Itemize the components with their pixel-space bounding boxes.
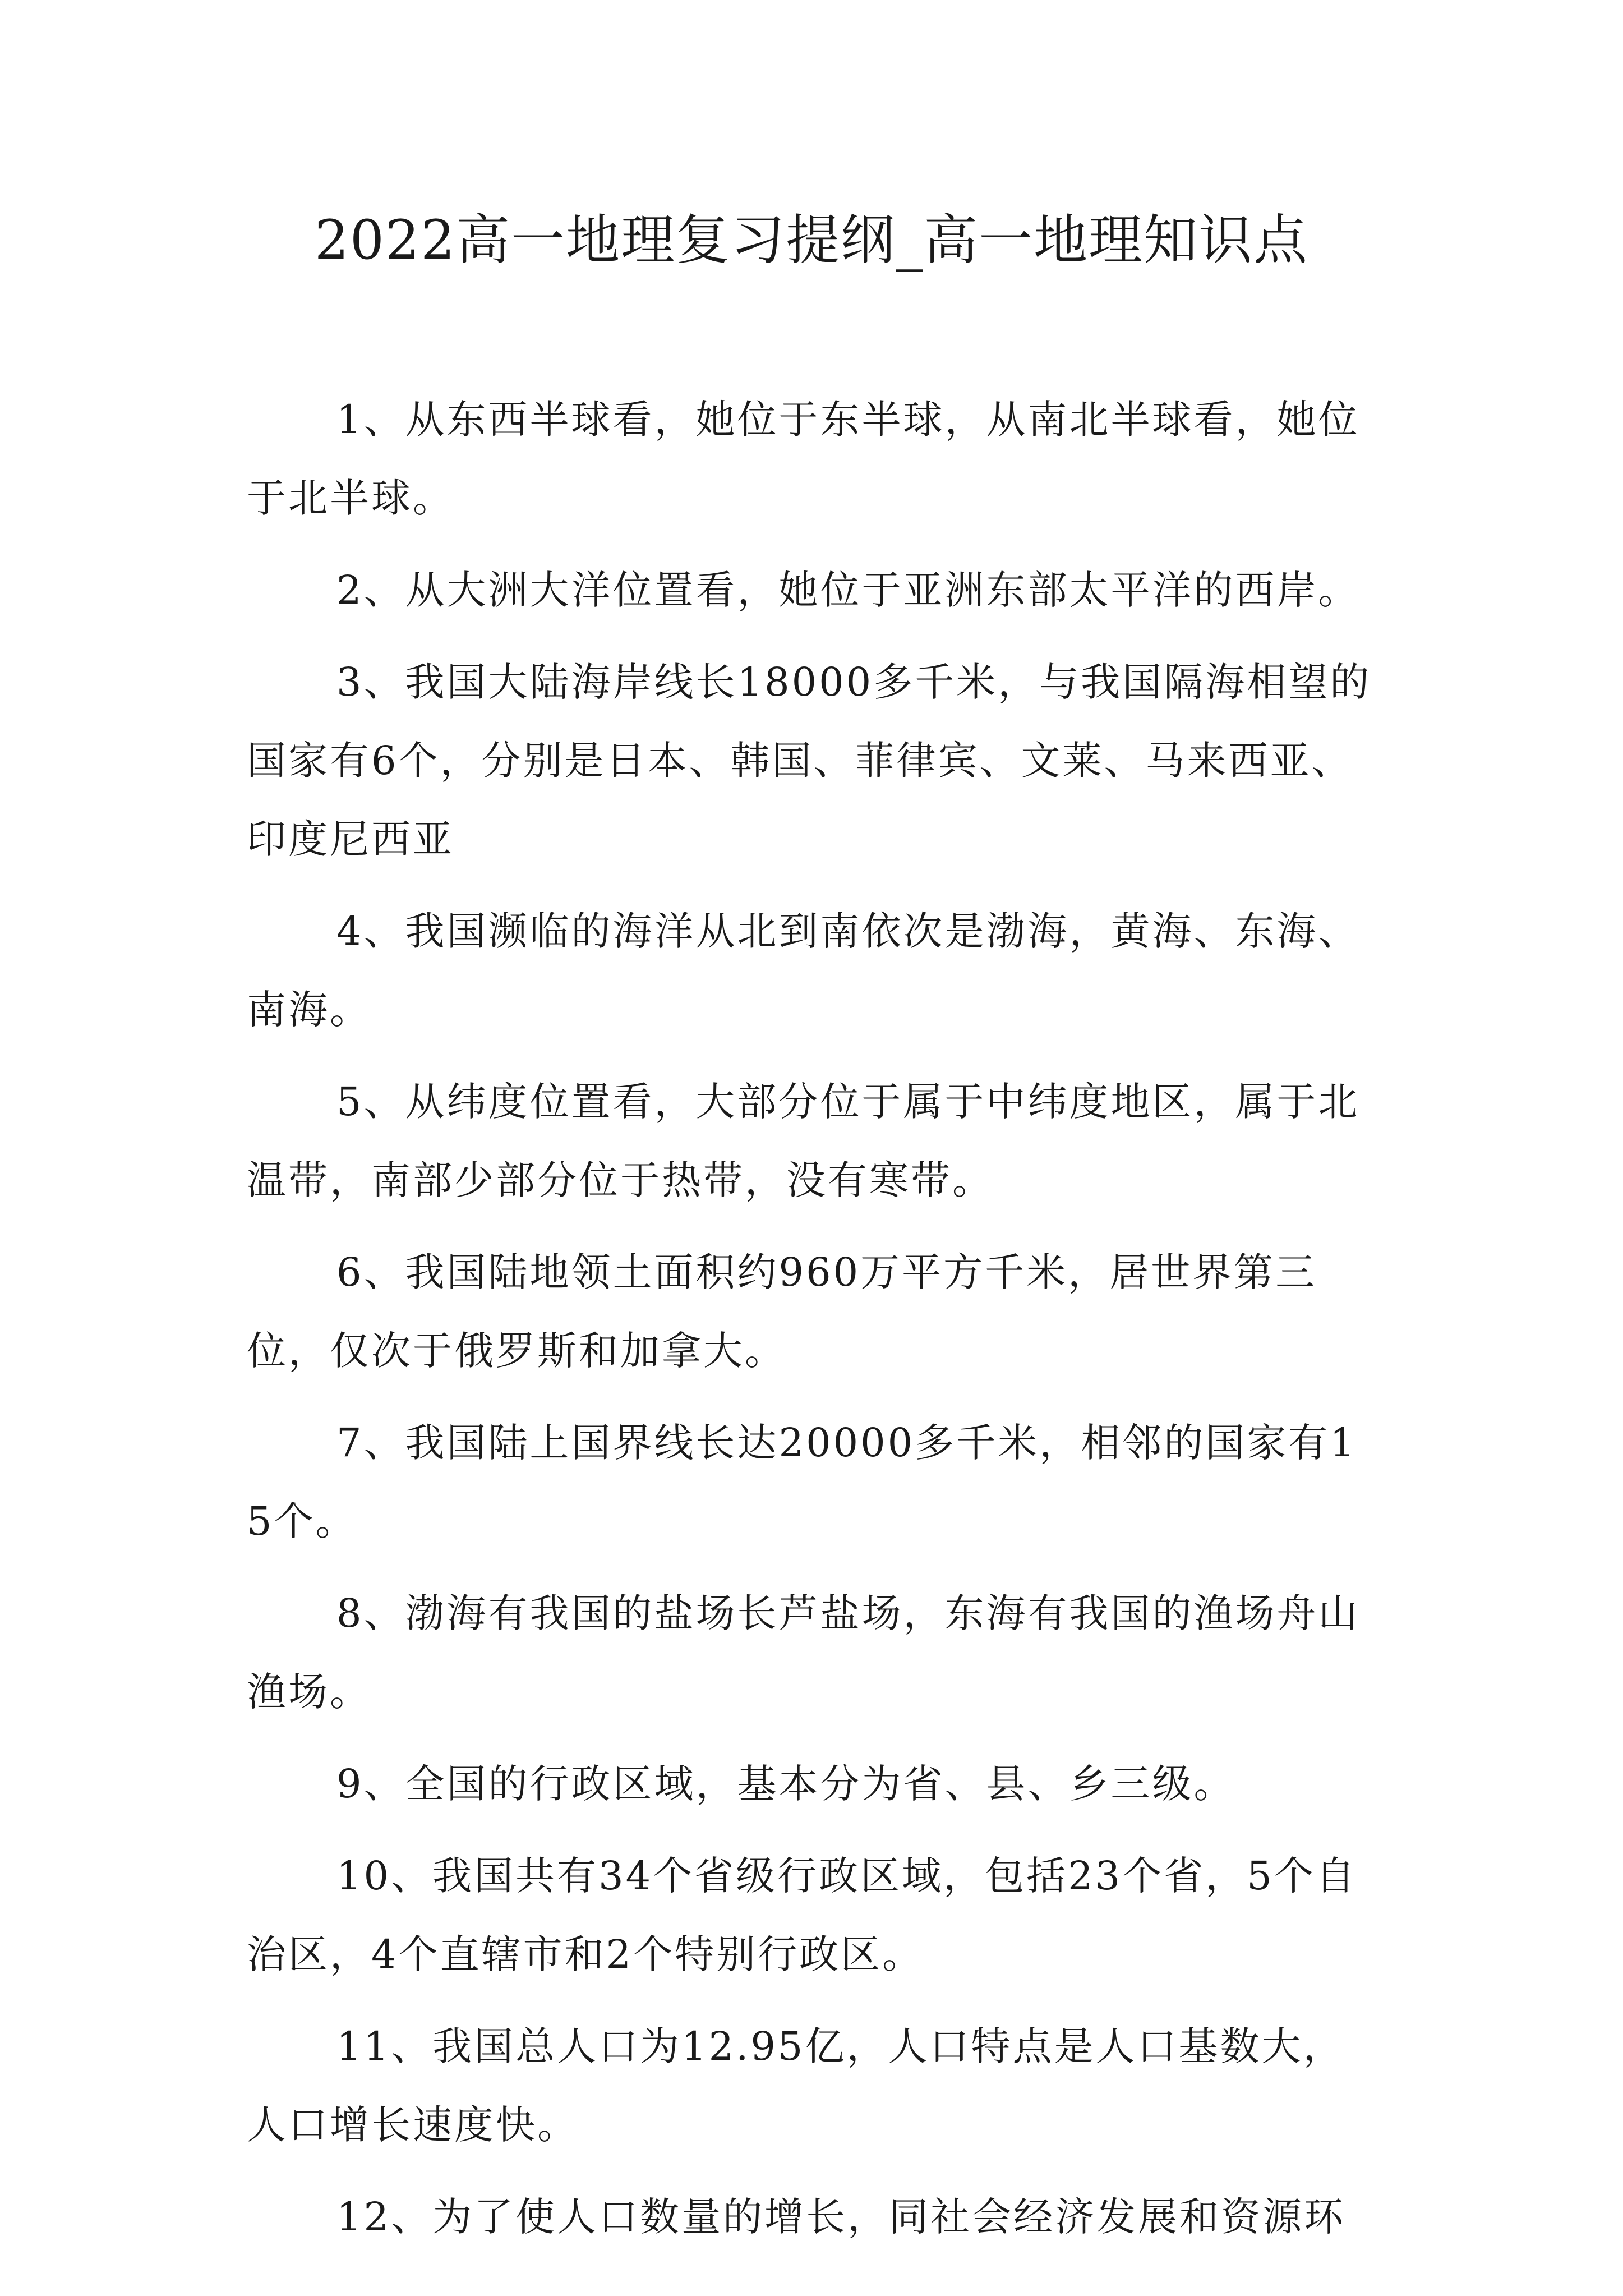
paragraph-4: 4、我国濒临的海洋从北到南依次是渤海，黄海、东海、南海。 bbox=[247, 908, 1360, 1033]
paragraph-11: 11、我国总人口为12.95亿，人口特点是人口基数大，人口增长速度快。 bbox=[247, 2023, 1345, 2148]
paragraph-2: 2、从大洲大洋位置看，她位于亚洲东部太平洋的西岸。 bbox=[336, 567, 1360, 613]
paragraph-12: 12、为了使人口数量的增长，同社会经济发展和资源环 bbox=[336, 2194, 1346, 2240]
paragraph-3: 3、我国大陆海岸线长18000多千米，与我国隔海相望的国家有6个，分别是日本、韩国、菲律宾、文莱、马来西亚、印度尼西亚 bbox=[247, 659, 1372, 862]
document-title: 2022高一地理复习提纲_高一地理知识点 bbox=[314, 209, 1309, 272]
paragraph-10: 10、我国共有34个省级行政区域，包括23个省，5个自治区，4个直辖市和2个特别行政区。 bbox=[247, 1853, 1357, 1977]
paragraph-6: 6、我国陆地领土面积约960万平方千米，居世界第三位，仅次于俄罗斯和加拿大。 bbox=[247, 1249, 1317, 1374]
paragraph-7: 7、我国陆上国界线长达20000多千米，相邻的国家有15个。 bbox=[247, 1420, 1357, 1544]
paragraph-5: 5、从纬度位置看，大部分位于属于中纬度地区，属于北温带，南部少部分位于热带，没有寒带。 bbox=[247, 1079, 1360, 1203]
paragraph-1: 1、从东西半球看，她位于东半球，从南北半球看，她位于北半球。 bbox=[247, 397, 1360, 521]
paragraph-9: 9、全国的行政区域，基本分为省、县、乡三级。 bbox=[336, 1761, 1235, 1807]
paragraph-8: 8、渤海有我国的盐场长芦盐场，东海有我国的渔场舟山渔场。 bbox=[247, 1590, 1360, 1715]
document-body bbox=[247, 380, 1380, 2270]
